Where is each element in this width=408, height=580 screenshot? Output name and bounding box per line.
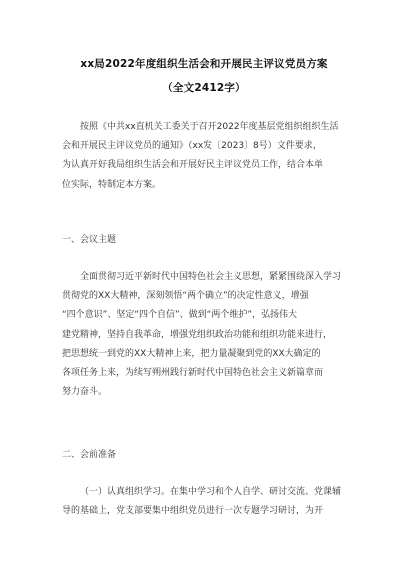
- theme-line: 努力奋斗。: [62, 387, 108, 398]
- intro-line: 为认真开好我局组织生活会和开展好民主评议党员工作，结合本单: [62, 160, 324, 171]
- intro-line: 按照《中共xx直机关工委关于召开2022年度基层党组织组织生活: [80, 122, 339, 132]
- preparation-paragraph: [62, 483, 354, 521]
- preparation-line: （一）认真组织学习。在集中学习和个人自学、研讨交流、党课辅: [80, 487, 342, 497]
- document-title: xx局2022年度组织生活会和开展民主评议党员方案: [80, 58, 328, 70]
- intro-line: 位实际，特制定本方案。: [62, 179, 162, 190]
- theme-line: “四个意识”、坚定“四个自信”、做到“两个维护”，弘扬伟大: [62, 310, 297, 321]
- theme-line: 各项任务上来，为续写朔州践行新时代中国特色社会主义新篇章而: [62, 368, 324, 379]
- section-heading-preparation: 二、会前准备: [62, 450, 117, 460]
- theme-line: 把思想统一到党的XX大精神上来，把力量凝聚到党的XX大确定的: [62, 348, 321, 359]
- preparation-line: 导的基础上，党支部要集中组织党员进行一次专题学习研讨，为开: [62, 506, 324, 517]
- theme-line: 贯彻党的XX大精神，深刻领悟“两个确立”的决定性意义，增强: [62, 291, 309, 302]
- theme-paragraph: [62, 268, 354, 402]
- theme-line: 建党精神，坚持自我革命，增强党组织政治功能和组织功能来进行，: [62, 329, 333, 340]
- section-heading-theme: 一、会议主题: [62, 235, 117, 245]
- theme-line: 全面贯彻习近平新时代中国特色社会主义思想，紧紧围绕深入学习: [80, 272, 342, 282]
- intro-line: 会和开展民主评议党员的通知》（xx发〔2023〕8号）文件要求，: [62, 141, 322, 152]
- intro-paragraph: [62, 118, 354, 195]
- document-subtitle: （全文2412字）: [162, 82, 246, 94]
